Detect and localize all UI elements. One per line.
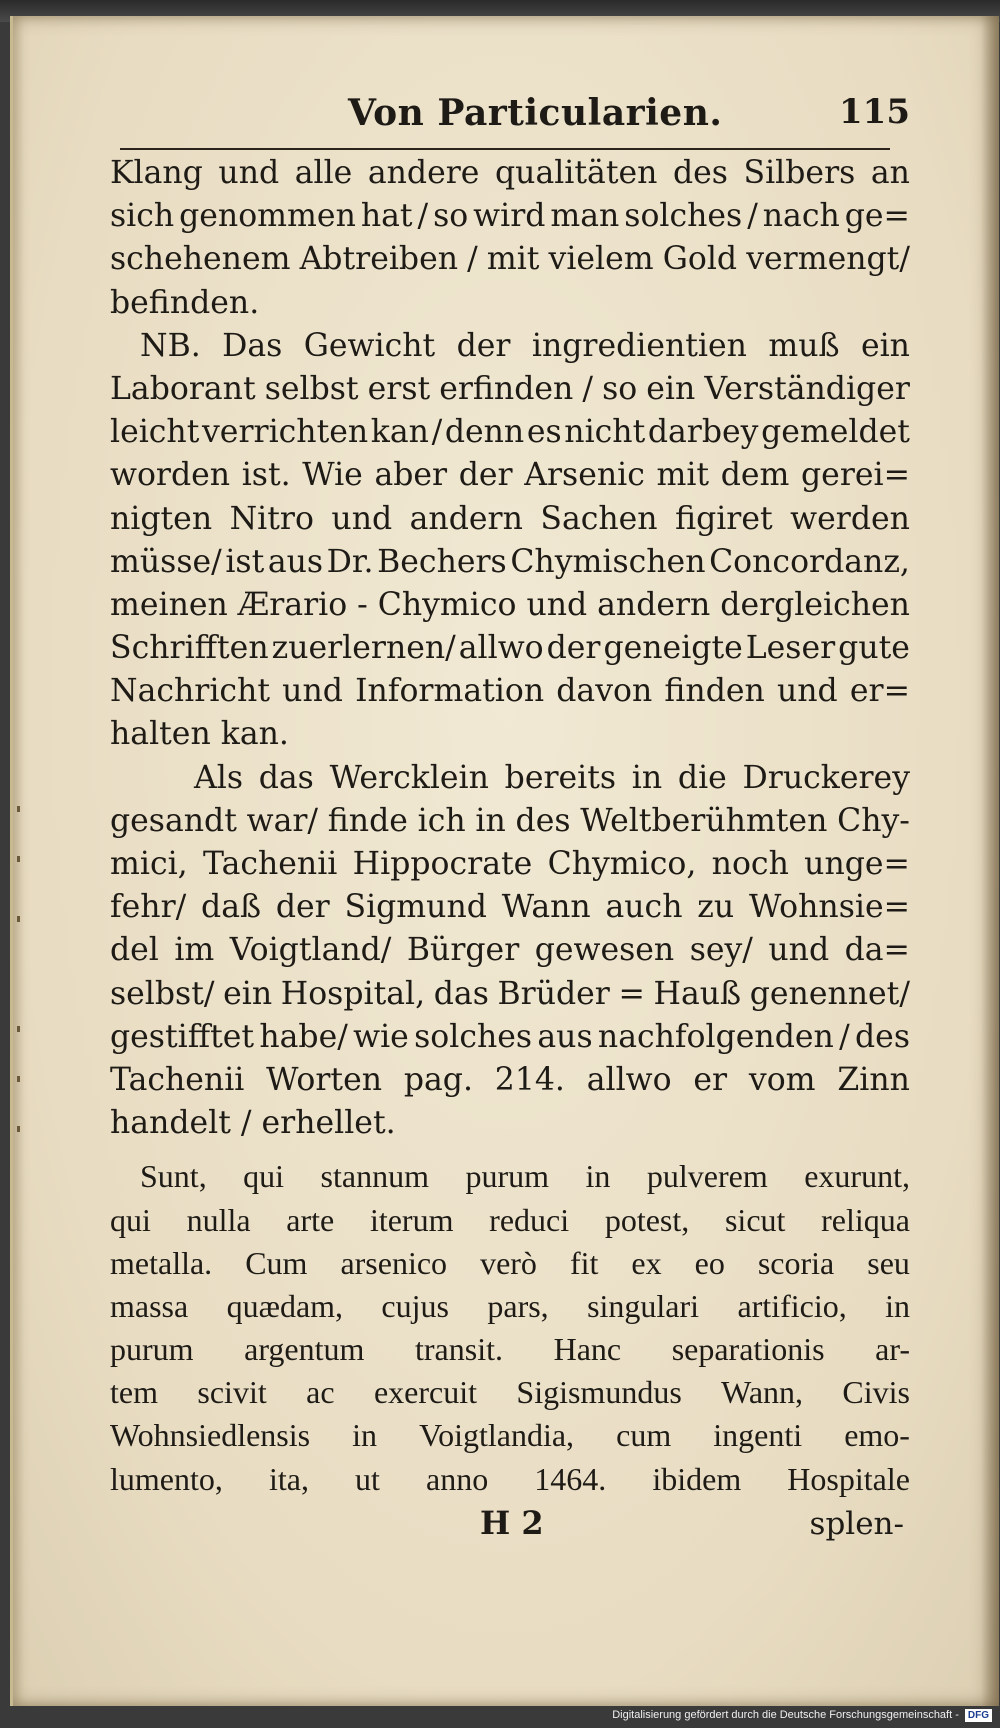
page-fore-edge <box>981 16 999 1706</box>
text-line: Schrifften zuerlernen/ allwo der geneigte Leser gute <box>110 630 910 667</box>
binding-margin <box>13 16 27 1706</box>
text-line: worden ist. Wie aber der Arsenic mit dem gerei= <box>110 457 910 494</box>
latin-quote-line: massa quædam, cujus pars, singulari artificio, in <box>110 1287 910 1324</box>
text-line: Laborant selbst erst erfinden / so ein Verständiger <box>110 370 910 407</box>
text-line: NB. Das Gewicht der ingredientien muß ein <box>140 327 910 364</box>
signature-mark: H 2 <box>480 1504 544 1542</box>
running-header <box>100 92 910 142</box>
text-line: Tachenii Worten pag. 214. allwo er vom Zinn <box>110 1061 910 1098</box>
text-line: leicht verrichten kan / denn es nicht darbey gemeldet <box>110 414 910 451</box>
header-rule <box>120 148 890 150</box>
latin-quote-line: Wohnsiedlensis in Voigtlandia, cum ingenti emo- <box>110 1417 910 1454</box>
latin-quote-line: purum argentum transit. Hanc separationis ar- <box>110 1331 910 1368</box>
text-line: del im Voigtland/ Bürger gewesen sey/ und da= <box>110 932 910 969</box>
text-line: Als das Wercklein bereits in die Druckerey <box>194 759 910 796</box>
text-line: meinen Ærario - Chymico und andern dergleichen <box>110 586 910 623</box>
catchword: splen- <box>809 1506 904 1542</box>
latin-quote-line: qui nulla arte iterum reduci potest, sicut reliqua <box>110 1201 910 1238</box>
page-number: 115 <box>839 92 910 132</box>
text-line: schehenem Abtreiben / mit vielem Gold vermengt/ <box>110 241 910 278</box>
text-line: nigten Nitro und andern Sachen figiret werden <box>110 500 910 537</box>
text-line: selbst/ ein Hospital, das Brüder = Hauß genennet/ <box>110 975 910 1012</box>
latin-quote-line: metalla. Cum arsenico verò fit ex eo scoria seu <box>110 1244 910 1281</box>
text-line: mici, Tachenii Hippocrate Chymico, noch unge= <box>110 846 910 882</box>
text-line: gestifftet habe/ wie solches aus nachfolgenden / des <box>110 1018 910 1055</box>
text-line: befinden. <box>110 284 260 321</box>
latin-quote-line: tem scivit ac exercuit Sigismundus Wann, Civis <box>110 1374 910 1411</box>
text-line: sich genommen hat / so wird man solches / nach ge= <box>110 198 910 235</box>
funding-credit: Digitalisierung gefördert durch die Deutsche Forschungsgemeinschaft - <box>612 1709 959 1721</box>
text-line: halten kan. <box>110 716 289 753</box>
latin-quote-line: Sunt, qui stannum purum in pulverem exurunt, <box>140 1158 910 1195</box>
main-text <box>110 152 910 1501</box>
text-line: fehr/ daß der Sigmund Wann auch zu Wohnsie= <box>110 889 910 926</box>
text-line: gesandt war/ finde ich in des Weltberühmten Chy- <box>110 802 910 839</box>
text-line: Klang und alle andere qualitäten des Silbers an <box>110 155 910 191</box>
text-line: Nachricht und Information davon finden und er= <box>110 673 910 710</box>
dfg-logo: DFG <box>965 1709 992 1722</box>
latin-quote-line: lumento, ita, ut anno 1464. ibidem Hospitale <box>110 1460 910 1497</box>
digitization-footer <box>612 1706 992 1724</box>
text-line: müsse/ ist aus Dr. Bechers Chymischen Concordanz, <box>110 543 910 580</box>
text-line: handelt / erhellet. <box>110 1105 396 1142</box>
running-title: Von Particularien. <box>348 92 723 134</box>
